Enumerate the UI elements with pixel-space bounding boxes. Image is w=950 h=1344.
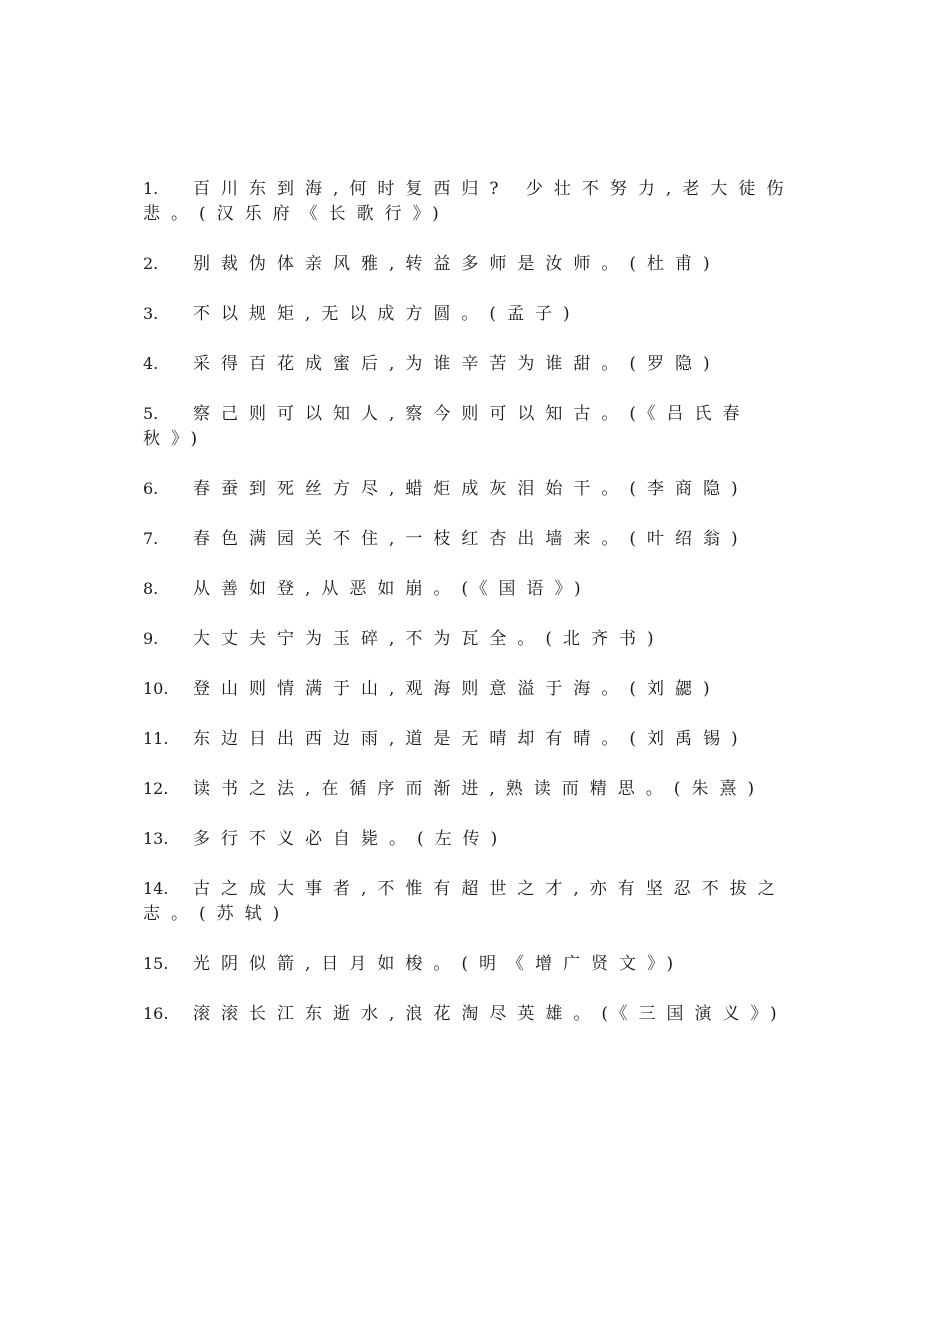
quote-item (143, 626, 808, 652)
quote-list (143, 176, 808, 1051)
quote-text: 察己则可以知人,察今则可以知古。(《吕氏春秋》) (143, 404, 751, 449)
quote-number: 15. (143, 954, 169, 973)
quote-text: 东边日出西边雨,道是无晴却有晴。(刘禹锡) (193, 729, 749, 749)
quote-item (143, 676, 808, 702)
quote-text: 多行不义必自毙。(左传) (193, 829, 509, 849)
quote-item (143, 301, 808, 327)
quote-item (143, 351, 808, 377)
quote-item (143, 526, 808, 552)
quote-text: 从善如登,从恶如崩。(《国语》) (193, 579, 592, 599)
quote-text: 登山则情满于山,观海则意溢于海。(刘勰) (193, 679, 721, 699)
quote-number: 10. (143, 679, 169, 698)
quote-item (143, 776, 808, 802)
quote-text: 光阴似箭,日月如梭。(明《增广贤文》) (193, 954, 685, 974)
quote-item (143, 251, 808, 277)
quote-number: 5. (143, 404, 159, 423)
quote-item (143, 176, 808, 227)
quote-text: 采得百花成蜜后,为谁辛苦为谁甜。(罗隐) (193, 354, 721, 374)
quote-number: 12. (143, 779, 169, 798)
quote-number: 14. (143, 879, 169, 898)
quote-number: 13. (143, 829, 169, 848)
quote-text: 春色满园关不住,一枝红杏出墙来。(叶绍翁) (193, 529, 749, 549)
quote-item (143, 726, 808, 752)
quote-text: 滚滚长江东逝水,浪花淘尽英雄。(《三国演义》) (193, 1004, 788, 1024)
quote-text: 大丈夫宁为玉碎,不为瓦全。(北齐书) (193, 629, 665, 649)
quote-number: 3. (143, 304, 159, 323)
quote-number: 16. (143, 1004, 169, 1023)
quote-number: 9. (143, 629, 159, 648)
quote-item (143, 401, 808, 452)
quote-text: 别裁伪体亲风雅,转益多师是汝师。(杜甫) (193, 254, 721, 274)
quote-number: 8. (143, 579, 159, 598)
quote-number: 6. (143, 479, 159, 498)
quote-text: 古之成大事者,不惟有超世之才,亦有坚忍不拔之志。(苏轼) (143, 879, 786, 924)
quote-item (143, 951, 808, 977)
quote-item (143, 476, 808, 502)
quote-number: 4. (143, 354, 159, 373)
quote-text: 不以规矩,无以成方圆。(孟子) (193, 304, 581, 324)
quote-number: 11. (143, 729, 169, 748)
quote-item (143, 1001, 808, 1027)
quote-item (143, 826, 808, 852)
quote-number: 7. (143, 529, 159, 548)
quote-text: 春蚕到死丝方尽,蜡炬成灰泪始干。(李商隐) (193, 479, 749, 499)
quote-item (143, 576, 808, 602)
quote-text: 百川东到海,何时复西归? 少壮不努力,老大徒伤悲。(汉乐府《长歌行》) (143, 179, 795, 224)
quote-text: 读书之法,在循序而渐进,熟读而精思。(朱熹) (193, 779, 766, 799)
quote-number: 1. (143, 179, 159, 198)
quote-item (143, 876, 808, 927)
quote-number: 2. (143, 254, 159, 273)
